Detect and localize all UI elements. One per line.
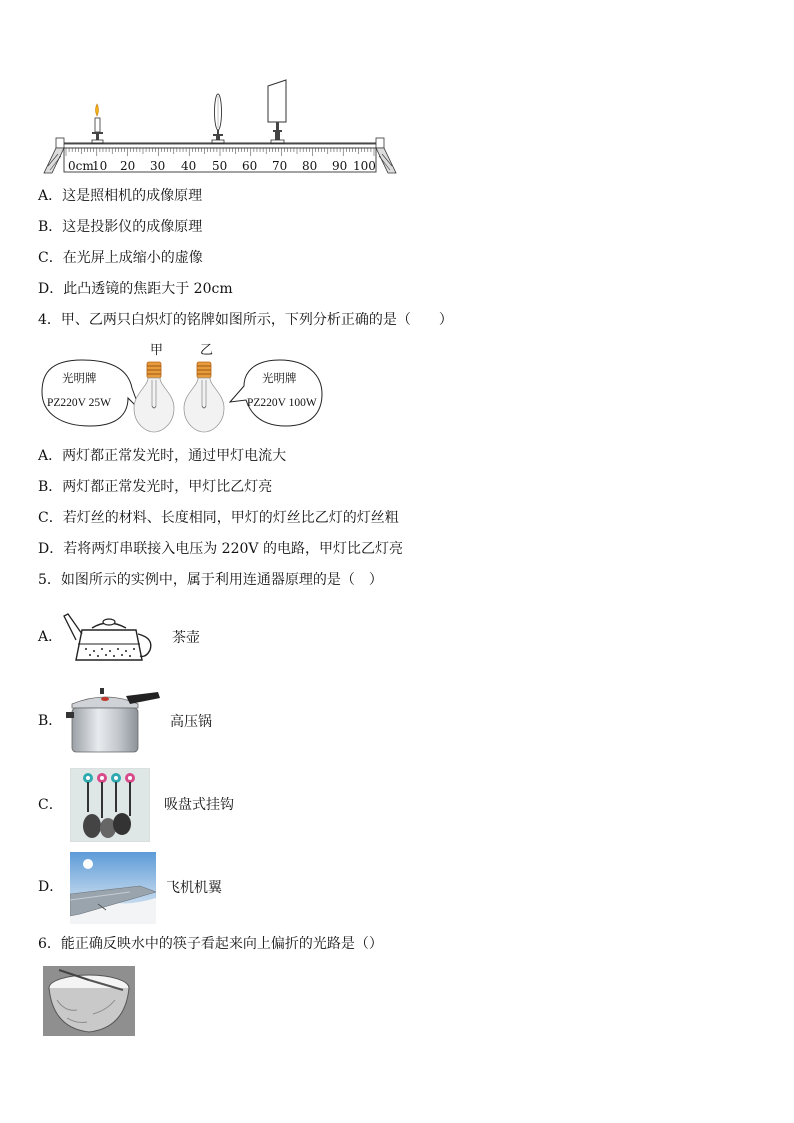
q3-option-d: D．此凸透镜的焦距大于 20cm	[38, 281, 233, 297]
q5-option-b-caption: 高压锅	[170, 714, 212, 730]
q4-option-d: D．若将两灯串联接入电压为 220V 的电路，甲灯比乙灯亮	[38, 541, 403, 557]
q5-option-c-letter: C．	[38, 797, 63, 813]
nameplate-tag-b	[230, 360, 322, 426]
q5-option-c-caption: 吸盘式挂钩	[164, 797, 234, 813]
q4-option-c: C．若灯丝的材料、长度相同，甲灯的灯丝比乙灯的灯丝粗	[38, 510, 399, 526]
bulb-a-icon	[134, 362, 174, 432]
q5-option-a-letter: A．	[38, 629, 63, 645]
bulbs-figure	[40, 356, 330, 436]
scale-label-0: 0cm	[68, 159, 94, 173]
teapot-icon	[62, 604, 158, 670]
scale-label-100: 100	[353, 159, 376, 173]
q4-option-b: B．两灯都正常发光时，甲灯比乙灯亮	[38, 479, 273, 495]
q3-option-c: C．在光屏上成缩小的虚像	[38, 250, 203, 266]
q5-option-b-letter: B．	[38, 713, 63, 729]
q4-option-a: A．两灯都正常发光时，通过甲灯电流大	[38, 448, 287, 464]
optical-bench-figure	[40, 76, 400, 180]
tag-b-line2: PZ220V 100W	[247, 397, 317, 409]
airplane-wing-icon	[70, 852, 156, 924]
scale-label-60: 60	[242, 159, 258, 173]
candle-icon	[92, 104, 103, 144]
scale-label-70: 70	[272, 159, 288, 173]
q5-option-d-caption: 飞机机翼	[166, 880, 222, 896]
bulb-b-label: 乙	[200, 343, 214, 358]
scale-label-10: 10	[92, 159, 108, 173]
nameplate-tag-a	[42, 360, 140, 426]
light-screen-icon	[268, 80, 286, 144]
q3-option-b: B．这是投影仪的成像原理	[38, 219, 203, 235]
bulb-b-icon	[184, 362, 224, 432]
scale-label-90: 90	[332, 159, 348, 173]
suction-hook-icon	[70, 768, 150, 842]
q5-option-a-caption: 茶壶	[172, 630, 200, 646]
convex-lens-icon	[212, 94, 224, 144]
scale-label-20: 20	[120, 159, 136, 173]
tag-a-line1: 光明牌	[62, 373, 97, 385]
scale-label-80: 80	[302, 159, 318, 173]
bench-left-leg	[44, 138, 64, 173]
bench-right-leg	[376, 138, 396, 173]
pressure-cooker-icon	[64, 686, 162, 756]
q6-stem: 6．能正确反映水中的筷子看起来向上偏折的光路是（）	[38, 936, 383, 952]
scale-label-50: 50	[212, 159, 228, 173]
q5-stem: 5．如图所示的实例中，属于利用连通器原理的是（ ）	[38, 572, 383, 588]
q4-stem: 4．甲、乙两只白炽灯的铭牌如图所示，下列分析正确的是（ ）	[38, 312, 453, 328]
scale-label-40: 40	[181, 159, 197, 173]
chopsticks-bowl-photo	[43, 966, 135, 1036]
tag-b-line1: 光明牌	[262, 373, 297, 385]
q5-option-d-letter: D．	[38, 879, 64, 895]
q3-option-a: A．这是照相机的成像原理	[38, 188, 203, 204]
bulb-a-label: 甲	[150, 343, 164, 358]
scale-label-30: 30	[150, 159, 166, 173]
tag-a-line2: PZ220V 25W	[47, 397, 111, 409]
